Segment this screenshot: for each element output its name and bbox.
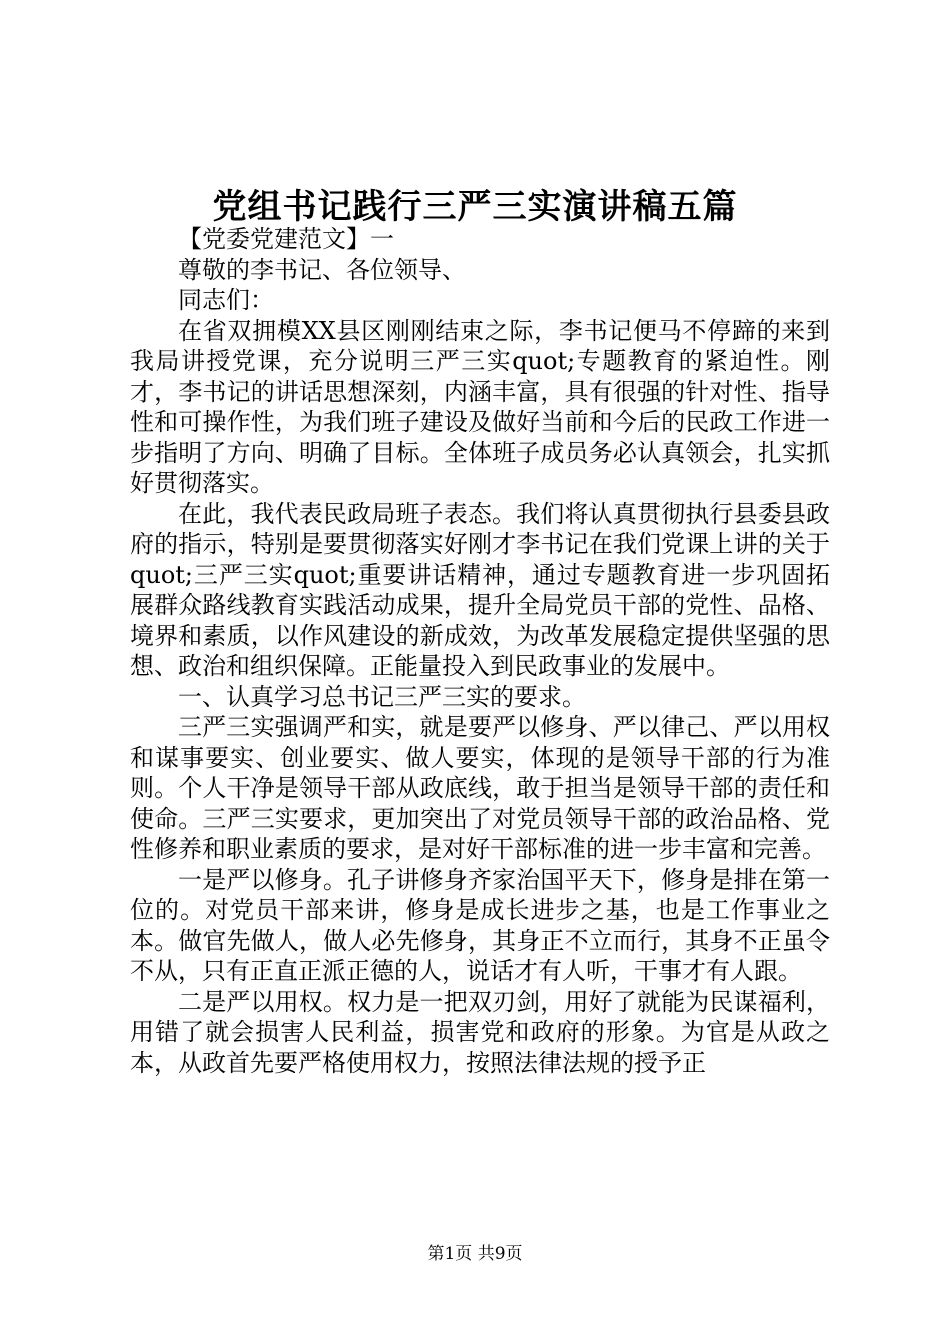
body-paragraph: 一是严以修身。孔子讲修身齐家治国平天下，修身是排在第一位的。对党员干部来讲，修身是成长进步之基，也是工作事业之本。做官先做人，做人必先修身，其身正不立而行，其身不正虽令不从，只有正直正派正德的人，说话才有人听，干事才有人跟。 [130,865,830,985]
page-footer: 第1页 共9页 [427,1244,523,1264]
document-body [130,224,830,1078]
salutation-line: 尊敬的李书记、各位领导、 [178,255,466,284]
body-paragraph: 在省双拥模XX县区刚刚结束之际，李书记便马不停蹄的来到我局讲授党课，充分说明三严三实quot;专题教育的紧迫性。刚才，李书记的讲话思想深刻，内涵丰富，具有很强的针对性、指导性和可操作性，为我们班子建设及做好当前和今后的民政工作进一步指明了方向、明确了目标。全体班子成员务必认真领会，扎实抓好贯彻落实。 [130,316,830,497]
document-title: 党组书记践行三严三实演讲稿五篇 [212,187,738,227]
body-paragraph: 在此，我代表民政局班子表态。我们将认真贯彻执行县委县政府的指示，特别是要贯彻落实好刚才李书记在我们党课上讲的关于quot;三严三实quot;重要讲话精神，通过专题教育进一步巩固拓展群众路线教育实践活动成果，提升全局党员干部的党性、品格、境界和素质，以作风建设的新成效，为改革发展稳定提供坚强的思想、政治和组织保障。正能量投入到民政事业的发展中。 [130,499,830,680]
body-paragraph: 二是严以用权。权力是一把双刃剑，用好了就能为民谋福利，用错了就会损害人民利益，损害党和政府的形象。为官是从政之本，从政首先要严格使用权力，按照法律法规的授予正 [130,987,830,1077]
body-paragraph: 三严三实强调严和实，就是要严以修身、严以律己、严以用权和谋事要实、创业要实、做人要实，体现的是领导干部的行为准则。个人干净是领导干部从政底线，敢于担当是领导干部的责任和使命。三严三实要求，更加突出了对党员领导干部的政治品格、党性修养和职业素质的要求，是对好干部标准的进一步丰富和完善。 [130,713,830,863]
category-heading: 【党委党建范文】一 [178,225,394,253]
salutation-line: 同志们： [178,286,274,314]
section-heading: 一、认真学习总书记三严三实的要求。 [178,682,586,711]
